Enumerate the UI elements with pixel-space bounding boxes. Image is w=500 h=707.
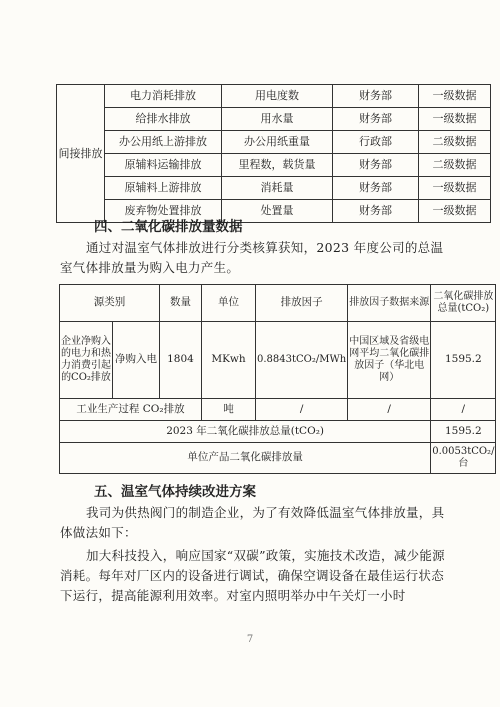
quantity-cell: 1804 <box>160 322 202 399</box>
factor-cell: / <box>256 399 348 421</box>
header-total: 二氧化碳排放总量(tCO₂) <box>431 285 496 322</box>
section-5-heading: 五、温室气体持续改进方案 <box>94 484 256 500</box>
factor-cell: 0.8843tCO₂/MWh <box>256 322 348 399</box>
header-factor-source: 排放因子数据来源 <box>348 285 431 322</box>
level-cell: 一级数据 <box>419 200 491 223</box>
data-cell: 里程数，载货量 <box>222 154 333 177</box>
section-4-paragraph: 通过对温室气体排放进行分类核算获知，2023 年度公司的总温室气体排放量为购入电力产生。 <box>60 240 444 275</box>
subcategory-cell: 净购入电 <box>113 322 160 399</box>
table-row <box>60 421 496 443</box>
dept-cell: 财务部 <box>333 177 419 200</box>
industrial-process-label: 工业生产过程 CO₂排放 <box>60 399 202 421</box>
unit-cell: MKwh <box>202 322 256 399</box>
total-cell: / <box>431 399 496 421</box>
section-4-heading: 四、二氧化碳排放量数据 <box>94 219 243 235</box>
table-row <box>57 154 491 177</box>
source-cell: 原辅料上游排放 <box>105 177 222 200</box>
source-cell: 给排水排放 <box>105 108 222 131</box>
dept-cell: 财务部 <box>333 200 419 223</box>
table-header-row <box>60 285 496 322</box>
factor-source-cell: 中国区域及省级电网平均二氧化碳排放因子（华北电网） <box>348 322 431 399</box>
data-cell: 办公用纸重量 <box>222 131 333 154</box>
dept-cell: 财务部 <box>333 108 419 131</box>
table-row <box>60 399 496 421</box>
page-number: 7 <box>246 634 254 645</box>
table-row <box>57 131 491 154</box>
data-cell: 用水量 <box>222 108 333 131</box>
table-row <box>57 108 491 131</box>
annual-total-value: 1595.2 <box>431 421 496 443</box>
section-5-paragraph-2: 加大科技投入，响应国家“双碳”政策，实施技术改造，减少能源消耗。每年对厂区内的设备进行调试，确保空调设备在最佳运行状态下运行，提高能源利用效率。对室内照明举办中午关灯一小时 <box>60 548 445 603</box>
level-cell: 二级数据 <box>419 131 491 154</box>
group-label-cell <box>57 85 105 223</box>
factor-source-cell: / <box>348 399 431 421</box>
table-row <box>57 85 491 108</box>
header-source-category: 源类别 <box>60 285 160 322</box>
group-label: 间接排放 <box>58 146 103 160</box>
header-unit: 单位 <box>202 285 256 322</box>
level-cell: 二级数据 <box>419 154 491 177</box>
header-factor: 排放因子 <box>256 285 348 322</box>
per-unit-label: 单位产品二氧化碳排放量 <box>60 443 431 474</box>
emission-sources-table <box>56 84 491 223</box>
data-cell: 用电度数 <box>222 85 333 108</box>
per-unit-value: 0.0053tCO₂/台 <box>431 443 496 474</box>
dept-cell: 行政部 <box>333 131 419 154</box>
annual-total-label: 2023 年二氧化碳排放总量(tCO₂) <box>60 421 431 443</box>
co2-emissions-table <box>59 284 496 474</box>
level-cell: 一级数据 <box>419 177 491 200</box>
level-cell: 一级数据 <box>419 108 491 131</box>
header-quantity: 数量 <box>160 285 202 322</box>
source-cell: 废弃物处置排放 <box>105 200 222 223</box>
dept-cell: 财务部 <box>333 154 419 177</box>
source-cell: 办公用纸上游排放 <box>105 131 222 154</box>
data-cell: 消耗量 <box>222 177 333 200</box>
table-row <box>57 177 491 200</box>
source-cell: 电力消耗排放 <box>105 85 222 108</box>
level-cell: 一级数据 <box>419 85 491 108</box>
total-cell: 1595.2 <box>431 322 496 399</box>
section-5-paragraph-1: 我司为供热阀门的制造企业，为了有效降低温室气体排放量，具体做法如下： <box>60 505 445 540</box>
dept-cell: 财务部 <box>333 85 419 108</box>
table-row <box>60 443 496 474</box>
data-cell: 处置量 <box>222 200 333 223</box>
category-cell: 企业净购入的电力和热力消费引起的CO₂排放 <box>60 322 113 399</box>
unit-cell: 吨 <box>202 399 256 421</box>
table-row <box>60 322 496 399</box>
source-cell: 原辅料运输排放 <box>105 154 222 177</box>
